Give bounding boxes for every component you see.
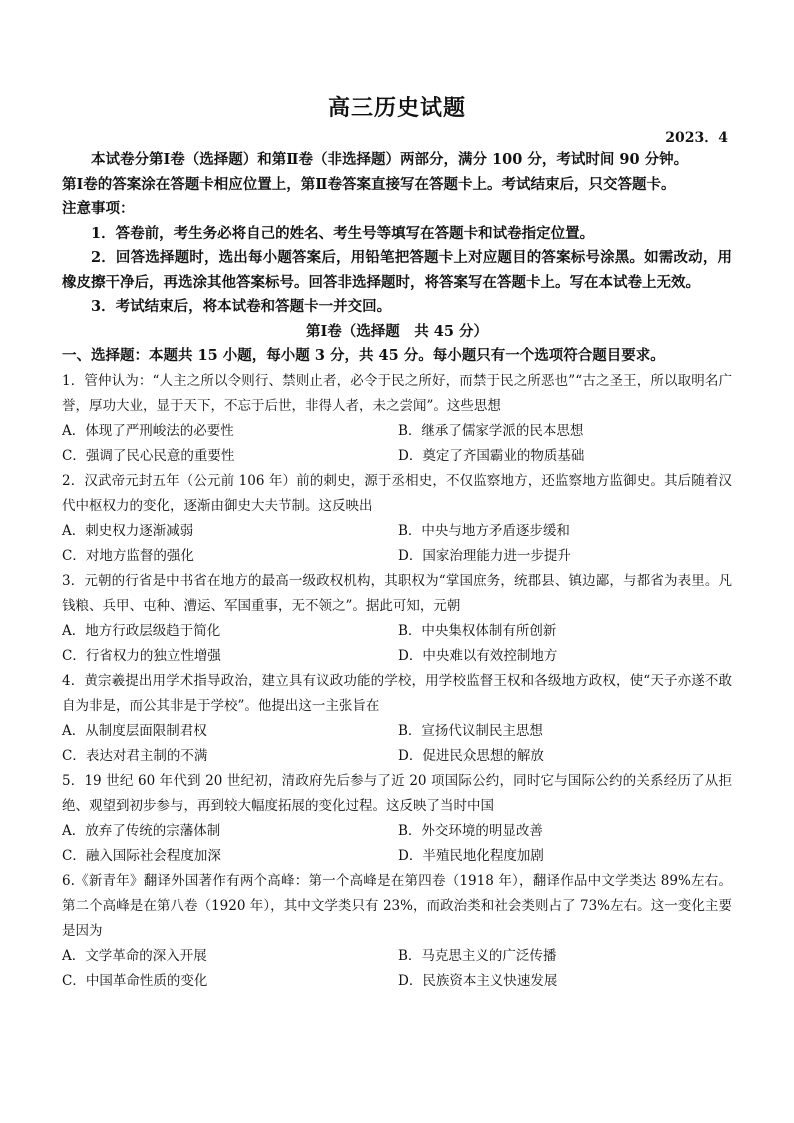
question-stem: 5．19 世纪 60 年代到 20 世纪初，清政府先后参与了近 20 项国际公约，同时它与国际公约的关系经历了从拒绝、观望到初步参与，再到较大幅度拓展的变化过程。这反映了当时中国 [62, 772, 732, 814]
question-5 [62, 769, 732, 869]
option-b: B．马克思主义的广泛传播 [398, 947, 557, 964]
option-b: B．中央集权体制有所创新 [398, 622, 557, 639]
option-list [62, 944, 732, 994]
question-stem: 3．元朝的行省是中书省在地方的最高一级政权机构，其职权为“掌国庶务，统郡县、镇边鄙，与都省为表里。凡钱粮、兵甲、屯种、漕运、军国重事，无不领之”。据此可知，元朝 [62, 572, 732, 614]
option-d: D．民族资本主义快速发展 [398, 972, 558, 989]
option-a: A．文学革命的深入开展 [62, 947, 207, 964]
option-b: B．中央与地方矛盾逐步缓和 [398, 522, 570, 539]
question-stem: 1．管仲认为：“人主之所以令则行、禁则止者，必令于民之所好，而禁于民之所恶也”“古之圣王，所以取明名广誉，厚功大业，显于天下，不忘于后世，非得人者，未之尝闻”。这些思想 [62, 372, 732, 414]
intro-line-1: 本试卷分第Ⅰ卷（选择题）和第Ⅱ卷（非选择题）两部分，满分 100 分，考试时间 90 分钟。 [91, 151, 689, 168]
exam-title: 高三历史试题 [327, 95, 466, 121]
question-4 [62, 669, 732, 769]
option-c: C．中国革命性质的变化 [62, 972, 208, 989]
option-c: C．对地方监督的强化 [62, 547, 194, 564]
instructions-intro-2: 第Ⅰ卷的答案涂在答题卡相应位置上，第Ⅱ卷答案直接写在答题卡上。考试结束后，只交答题卡。 [62, 175, 676, 193]
option-c: C．表达对君主制的不满 [62, 747, 208, 764]
option-a: A．从制度层面限制君权 [62, 722, 207, 739]
notice-label: 注意事项： [62, 200, 135, 217]
notice-item-2: 2．回答选择题时，选出每小题答案后，用铅笔把答题卡上对应题目的答案标号涂黑。如需改动，用橡皮擦干净后，再选涂其他答案标号。回答非选择题时，将答案写在答题卡上。写在本试卷上无效。 [62, 249, 732, 291]
question-3 [62, 569, 732, 669]
option-d: D．促进民众思想的解放 [398, 747, 544, 764]
option-list [62, 519, 732, 569]
option-list [62, 719, 732, 769]
option-d: D．半殖民地化程度加剧 [398, 847, 544, 864]
question-stem: 2．汉武帝元封五年（公元前 106 年）前的刺史，源于丞相史，不仅监察地方，还监察地方监御史。其后随着汉代中枢权力的变化，逐渐由御史大夫节制。这反映出 [62, 472, 732, 514]
part-heading: 一、选择题：本题共 15 小题，每小题 3 分，共 45 分。每小题只有一个选项符合题目要求。 [62, 347, 665, 364]
option-list [62, 819, 732, 869]
option-list [62, 419, 732, 469]
option-b: B．外交环境的明显改善 [398, 822, 543, 839]
instructions-intro [62, 148, 732, 173]
option-c: C．行省权力的独立性增强 [62, 647, 221, 664]
question-stem: 4．黄宗羲提出用学术指导政治，建立具有议政功能的学校，用学校监督王权和各级地方政权，使“天子亦遂不敢自为非是，而公其非是于学校”。他提出这一主张旨在 [62, 672, 732, 714]
question-6 [62, 869, 732, 994]
option-b: B．继承了儒家学派的民本思想 [398, 422, 584, 439]
option-list [62, 619, 732, 669]
question-1 [62, 369, 732, 469]
question-2 [62, 469, 732, 569]
notice-item-1: 1．答卷前，考生务必将自己的姓名、考生号等填写在答题卡和试卷指定位置。 [91, 224, 595, 242]
option-c: C．强调了民心民意的重要性 [62, 447, 235, 464]
notice-item-3: 3．考试结束后，将本试卷和答题卡一并交回。 [91, 298, 392, 315]
option-a: A．体现了严刑峻法的必要性 [62, 422, 234, 439]
option-a: A．放弃了传统的宗藩体制 [62, 822, 221, 839]
option-a: A．刺史权力逐渐减弱 [62, 522, 194, 539]
option-c: C．融入国际社会程度加深 [62, 847, 221, 864]
option-b: B．宣扬代议制民主思想 [398, 722, 543, 739]
option-d: D．国家治理能力进一步提升 [398, 547, 571, 564]
question-stem: 6.《新青年》翻译外国著作有两个高峰：第一个高峰是在第四卷（1918 年），翻译作品中文学类达 89%左右。第二个高峰是在第八卷（1920 年），其中文学类只有 23%，而政治类和社会类则占了 73%左右。这一变化主要是因为 [62, 872, 732, 939]
option-d: D．奠定了齐国霸业的物质基础 [398, 447, 585, 464]
option-a: A．地方行政层级趋于简化 [62, 622, 221, 639]
exam-date: 2023．4 [665, 130, 728, 146]
section-heading: 第Ⅰ卷（选择题 共 45 分） [305, 322, 489, 340]
option-d: D．中央难以有效控制地方 [398, 647, 558, 664]
